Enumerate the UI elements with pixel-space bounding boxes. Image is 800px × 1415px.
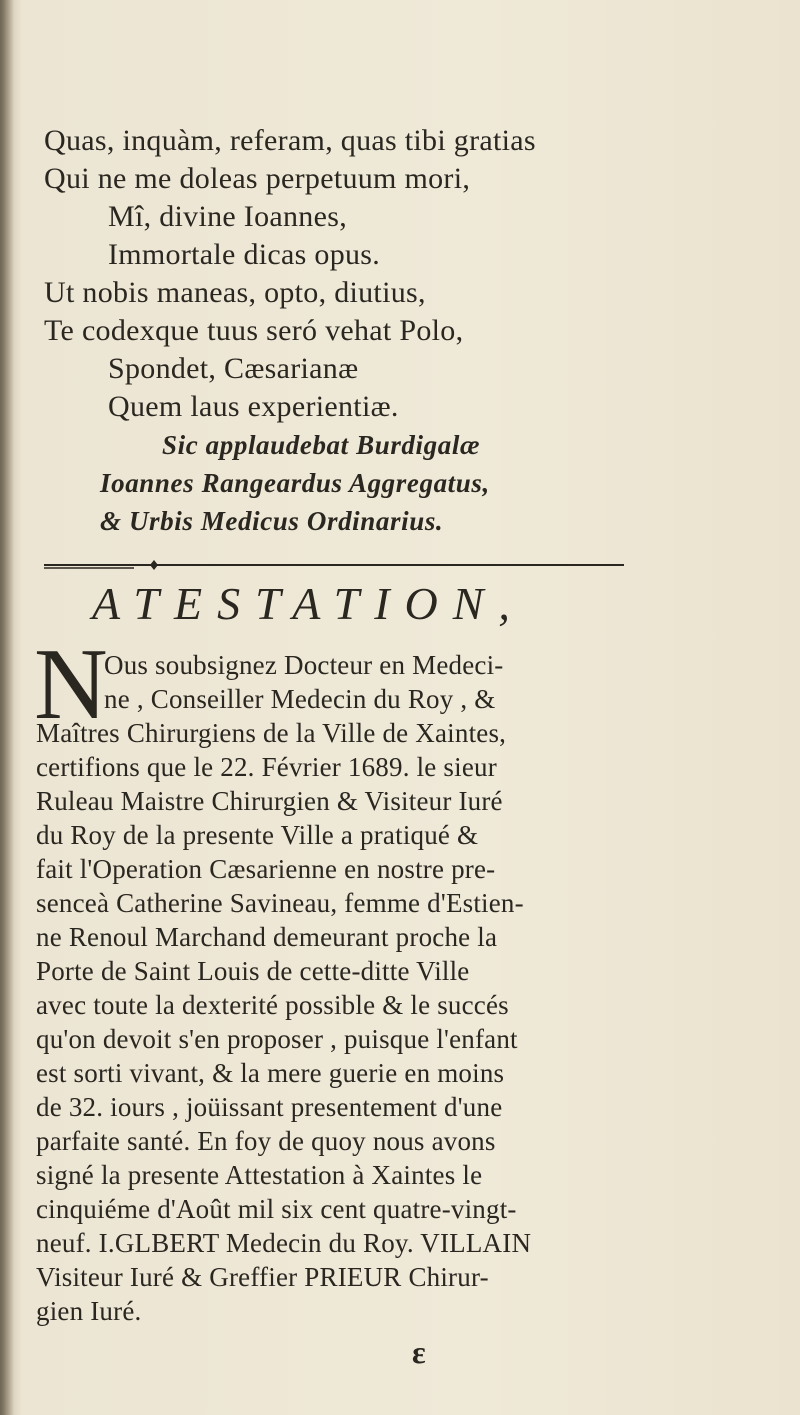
attestation-line: Visiteur Iuré & Greffier PRIEUR Chirur-	[36, 1262, 489, 1292]
verse-line: Qui ne me doleas perpetuum mori,	[44, 162, 471, 195]
attestation-line: gien Iuré.	[36, 1296, 142, 1326]
attestation-line: Ruleau Maistre Chirurgien & Visiteur Iuré	[36, 786, 503, 816]
attribution-line: Sic applaudebat Burdigalæ	[162, 430, 481, 460]
catchword: ε	[412, 1334, 426, 1370]
attestation-line: cinquiéme d'Août mil six cent quatre-vingt-	[36, 1194, 517, 1224]
latin-poem	[44, 122, 644, 426]
attestation-line: Porte de Saint Louis de cette-ditte Ville	[36, 956, 470, 986]
verse-line: Immortale dicas opus.	[108, 238, 381, 271]
attribution-line: Ioannes Rangeardus Aggregatus,	[100, 468, 490, 498]
verse-line: Quas, inquàm, referam, quas tibi gratias	[44, 124, 536, 157]
poem-attribution	[100, 426, 660, 540]
attestation-line: ne Renoul Marchand demeurant proche la	[36, 922, 498, 952]
attestation-line: Ous soubsignez Docteur en Medeci-	[104, 650, 504, 680]
attestation-line: ne , Conseiller Medecin du Roy , &	[104, 684, 496, 714]
attestation-line: signé la presente Attestation à Xaintes le	[36, 1160, 483, 1190]
attestation-line: neuf. I.GLBERT Medecin du Roy. VILLAIN	[36, 1228, 532, 1258]
ornamental-rule	[44, 559, 624, 571]
verse-line: Mî, divine Ioannes,	[108, 200, 347, 233]
attestation-line: est sorti vivant, & la mere guerie en moins	[36, 1058, 505, 1088]
attribution-line: & Urbis Medicus Ordinarius.	[100, 506, 444, 536]
attestation-text	[36, 648, 636, 1328]
attestation-line: qu'on devoit s'en proposer , puisque l'enfant	[36, 1024, 518, 1054]
attestation-line: senceà Catherine Savineau, femme d'Estien-	[36, 888, 524, 918]
attestation-line: du Roy de la presente Ville a pratiqué &	[36, 820, 479, 850]
verse-line: Ut nobis maneas, opto, diutius,	[44, 276, 426, 309]
verse-line: Quem laus experientiæ.	[108, 390, 399, 423]
drop-cap: N	[34, 628, 108, 741]
attestation-line: certifions que le 22. Février 1689. le sieur	[36, 752, 497, 782]
attestation-line: avec toute la dexterité possible & le succés	[36, 990, 509, 1020]
attestation-line: parfaite santé. En foy de quoy nous avons	[36, 1126, 496, 1156]
attestation-line: Maîtres Chirurgiens de la Ville de Xaintes,	[36, 718, 507, 748]
attestation-line: de 32. iours , joüissant presentement d'une	[36, 1092, 503, 1122]
verse-line: Spondet, Cæsarianæ	[108, 352, 359, 385]
attestation-heading: ATESTATION,	[92, 578, 525, 629]
verse-line: Te codexque tuus seró vehat Polo,	[44, 314, 464, 347]
attestation-line: fait l'Operation Cæsarienne en nostre pre-	[36, 854, 496, 884]
page-gutter-shadow	[0, 0, 14, 1415]
